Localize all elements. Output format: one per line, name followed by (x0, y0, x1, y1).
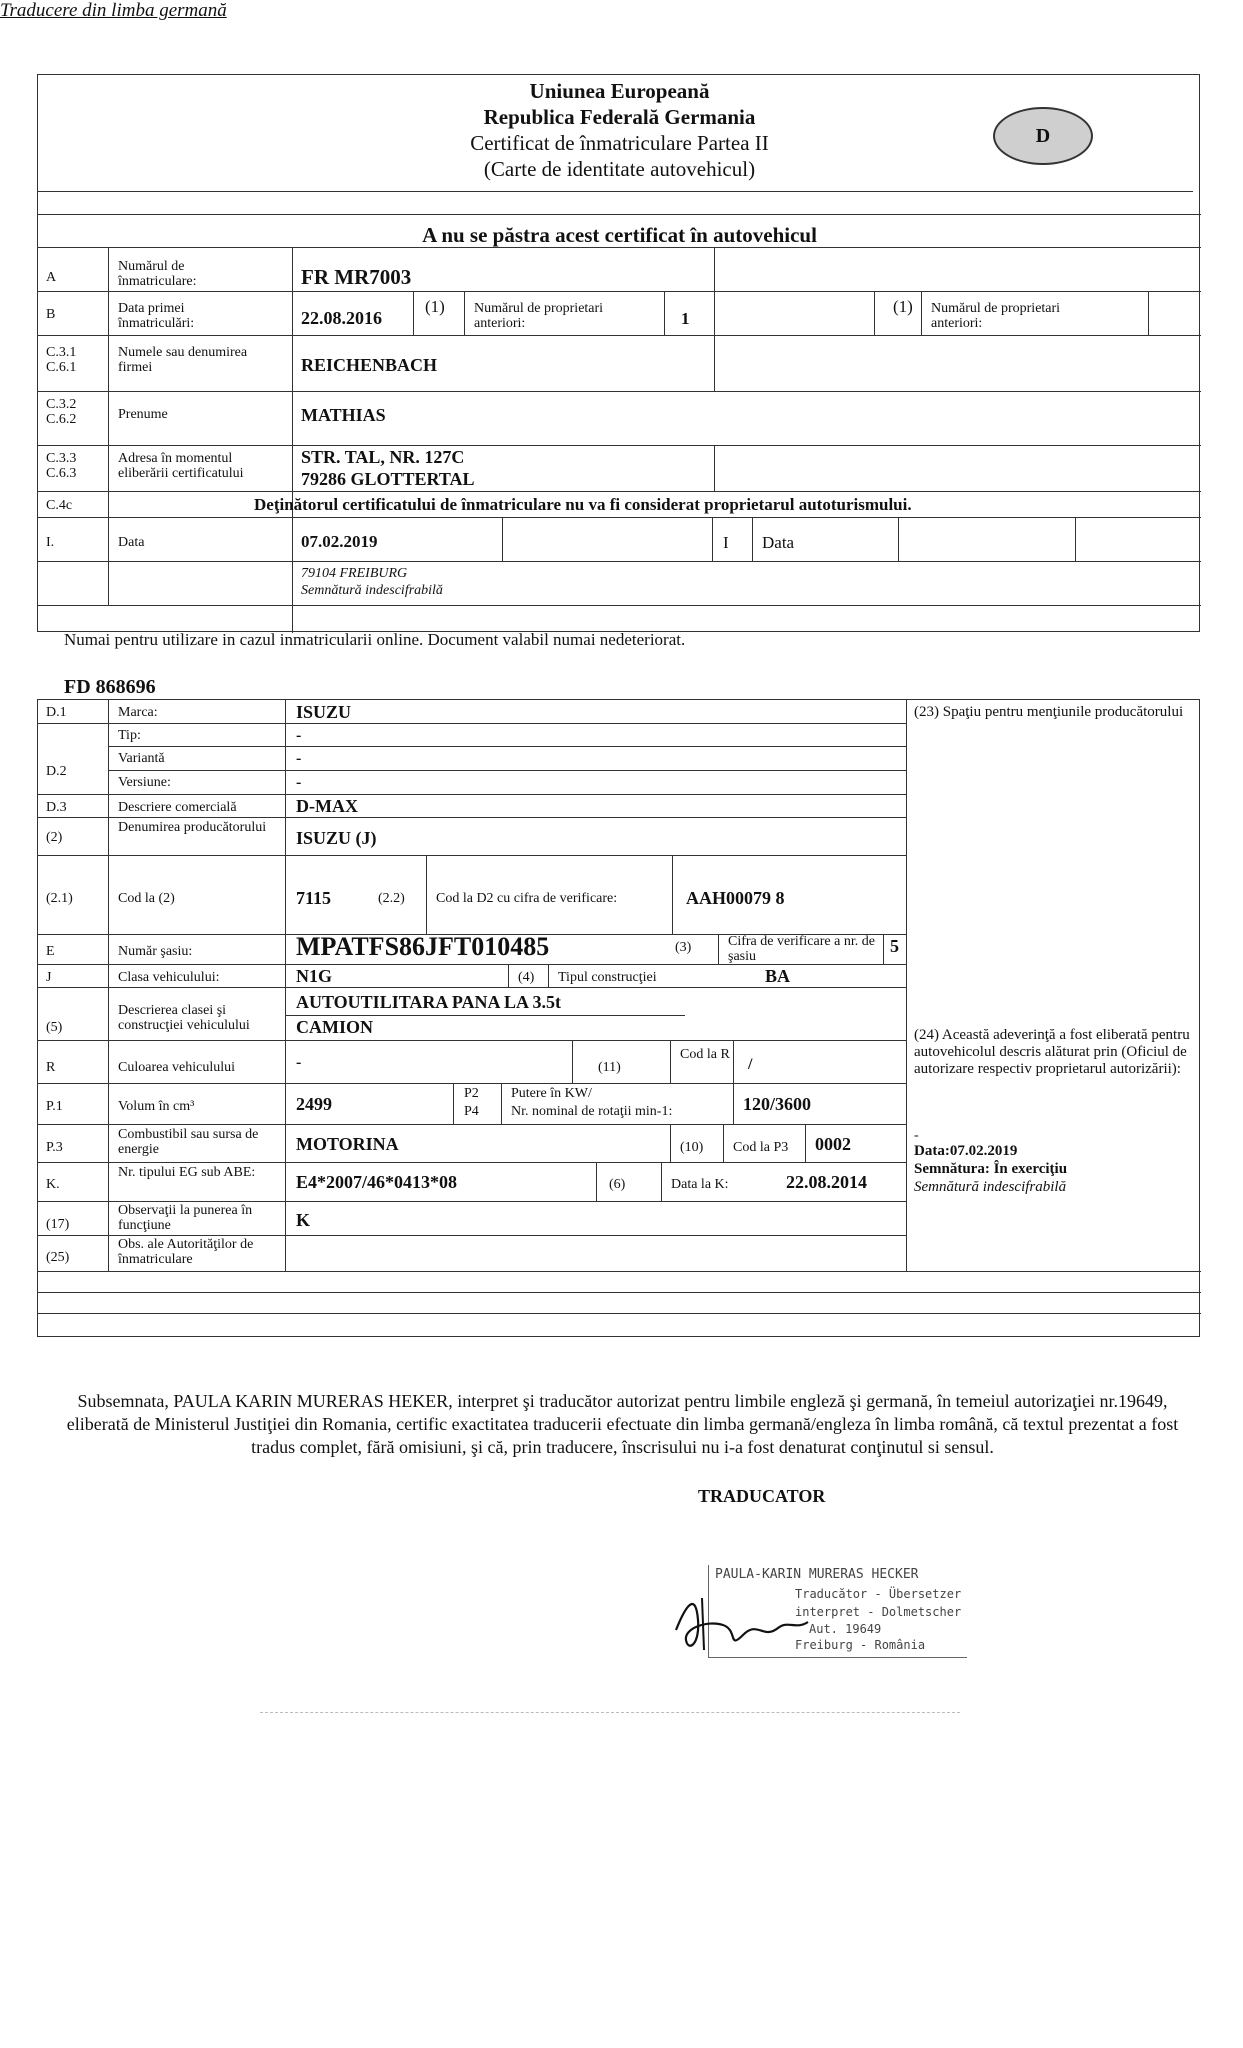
value-commissioning-remarks: K (296, 1210, 311, 1230)
label-fuel: Combustibil sau sursa de energie (118, 1127, 259, 1157)
value-type: - (296, 727, 302, 744)
value-address-line1: STR. TAL, NR. 127C (301, 447, 465, 467)
code-6: (6) (609, 1177, 626, 1192)
code-2-1: (2.1) (46, 891, 73, 906)
stamp-line-5: Freiburg - România (795, 1638, 926, 1652)
title-identity: (Carte de identitate autovehicul) (483, 157, 756, 181)
code-3: (3) (675, 940, 692, 955)
label-authority-remarks: Obs. ale Autorităţilor de înmatriculare (118, 1237, 254, 1267)
code-5: (5) (46, 1020, 63, 1035)
label-construction-type: Tipul construcţiei (558, 970, 657, 985)
document-number: FD 868696 (64, 676, 156, 698)
value-class-construction-line1: AUTOUTILITARA PANA LA 3.5t (296, 992, 562, 1012)
label-ec-type-number: Nr. tipului EG sub ABE: (118, 1165, 256, 1180)
translator-label: TRADUCATOR (698, 1486, 826, 1506)
note-1: (1) (425, 297, 445, 316)
issuer-location: 79104 FREIBURG (301, 566, 408, 581)
value-power-rpm: 120/3600 (743, 1094, 812, 1114)
code-p1: P.1 (46, 1099, 63, 1114)
code-4: (4) (518, 970, 535, 985)
label-vehicle-class: Clasa vehiculului: (118, 970, 220, 985)
value-code-p3: 0002 (815, 1134, 851, 1154)
online-use-footnote: Numai pentru utilizare in cazul inmatricularii online. Document valabil numai nedeteriorat. (64, 630, 686, 649)
right-dash: - (914, 1128, 919, 1143)
value-variant: - (296, 750, 302, 767)
label-previous-owners: Numărul de proprietari anteriori: (474, 301, 604, 331)
code-p4: P4 (464, 1104, 479, 1119)
label-code-r: Cod la R (680, 1047, 730, 1062)
right-signature: Semnătura: În exerciţiu (914, 1161, 1068, 1177)
label-first-name: Prenume (118, 407, 168, 422)
code-17: (17) (46, 1217, 70, 1232)
certificate-issued-note: (24) Această adeverinţă a fost eliberată pentru autovehicolul descris alăturat prin (Oficiul de autorizare respectiv proprietarul autorizării): (914, 1027, 1190, 1077)
label-version: Versiune: (118, 775, 171, 790)
label-date-k: Data la K: (671, 1177, 729, 1192)
code-c4c: C.4c (46, 498, 73, 513)
value-vin: MPATFS86JFT010485 (296, 932, 550, 961)
code-e: E (46, 944, 55, 959)
code-2-2: (2.2) (378, 891, 405, 906)
value-fuel: MOTORINA (296, 1134, 399, 1154)
title-certificate: Certificat de înmatriculare Partea II (470, 131, 769, 155)
code-c31: C.3.1 C.6.1 (46, 345, 77, 375)
label-registration-number: Numărul de înmatriculare: (118, 259, 197, 289)
label-address: Adresa în momentul eliberării certificatului (118, 451, 244, 481)
label-rpm: Nr. nominal de rotaţii min-1: (511, 1104, 673, 1119)
code-d2: D.2 (46, 764, 67, 779)
translation-note: Traducere din limba germană (0, 0, 227, 21)
code-c33: C.3.3 C.6.3 (46, 451, 77, 481)
value-construction-type: BA (765, 966, 791, 986)
value-date-k: 22.08.2014 (786, 1172, 867, 1192)
value-code-d2: AAH00079 8 (686, 888, 785, 908)
signature-stroke (676, 1604, 808, 1646)
registration-part-b (37, 699, 1200, 1337)
value-vehicle-class: N1G (296, 966, 332, 986)
issuer-signature-note: Semnătură indescifrabilă (301, 583, 443, 598)
scan-divider (260, 1712, 960, 1713)
label-displacement: Volum în cm³ (118, 1099, 195, 1114)
value-first-registration: 22.08.2016 (301, 308, 382, 328)
label-code-2: Cod la (2) (118, 891, 175, 906)
value-class-construction-line2: CAMION (296, 1017, 373, 1037)
text-holder-not-owner: Deţinătorul certificatului de înmatriculare nu va fi considerat proprietarul autoturismului. (254, 495, 912, 514)
code-p2: P2 (464, 1086, 479, 1101)
value-commercial-description: D-MAX (296, 796, 358, 816)
value-manufacturer: ISUZU (J) (296, 828, 377, 848)
label-vin: Număr şasiu: (118, 944, 193, 959)
label-date: Data (118, 535, 145, 550)
translator-signature (668, 1590, 828, 1660)
label-variant: Variantă (118, 751, 165, 766)
value-code-r: / (748, 1056, 753, 1073)
value-color: - (296, 1054, 302, 1071)
signature-stroke-2 (702, 1598, 704, 1650)
label-code-d2: Cod la D2 cu cifra de verificare: (436, 891, 618, 906)
value-version: - (296, 774, 302, 791)
value-ec-type-number: E4*2007/46*0413*08 (296, 1172, 458, 1192)
label-commissioning-remarks: Observaţii la punerea în funcţiune (118, 1203, 253, 1233)
label-name-company: Numele sau denumirea firmei (118, 345, 248, 375)
label-power: Putere în KW/ (511, 1086, 592, 1101)
code-10: (10) (680, 1140, 704, 1155)
label-color: Culoarea vehiculului (118, 1060, 236, 1075)
label-vin-check: Cifra de verificare a nr. de şasiu (728, 934, 875, 964)
code-r: R (46, 1060, 56, 1075)
code-j: J (46, 970, 52, 985)
label-previous-owners-right: Numărul de proprietari anteriori: (931, 301, 1061, 331)
stamp-name: PAULA-KARIN MURERAS HECKER (715, 1567, 919, 1582)
value-name-company: REICHENBACH (301, 355, 438, 375)
code-b: B (46, 307, 56, 322)
stamp-line-4: Aut. 19649 (809, 1622, 882, 1636)
label-manufacturer: Denumirea producătorului (118, 820, 267, 835)
label-commercial-description: Descriere comercială (118, 800, 237, 815)
code-2: (2) (46, 830, 63, 845)
value-first-name: MATHIAS (301, 405, 386, 425)
value-displacement: 2499 (296, 1094, 332, 1114)
code-d3: D.3 (46, 800, 67, 815)
code-25: (25) (46, 1250, 70, 1265)
code-i-right: I (723, 533, 729, 552)
value-date: 07.02.2019 (301, 532, 378, 551)
manufacturer-notes-space: (23) Spaţiu pentru menţiunile producătorului (914, 704, 1184, 720)
value-address-line2: 79286 GLOTTERTAL (301, 469, 475, 489)
registration-part-a (37, 74, 1200, 632)
code-11: (11) (598, 1060, 621, 1075)
warning-text: A nu se păstra acest certificat în autovehicul (422, 223, 817, 247)
label-code-p3: Cod la P3 (733, 1140, 789, 1155)
code-p3: P.3 (46, 1140, 63, 1155)
title-eu: Uniunea Europeană (529, 79, 710, 103)
value-code-2: 7115 (296, 888, 332, 908)
translator-certification: Subsemnata, PAULA KARIN MURERAS HEKER, interpret şi traducător autorizat pentru limbile engleză şi germană, în temeiul autorizaţiei nr.19649, eliberată de Ministerul Justiţiei din Romania, certific exactitatea traducerii efectuate din limba germană/engleza în limba română, că textul prezentat a fost tradus complet, fără omisiuni, şi că, prin traducere, înscrisului nu i-a fost denaturat conţinutul si sensul. (66, 1391, 1179, 1457)
code-k: K. (46, 1177, 60, 1192)
label-date-right: Data (762, 533, 795, 552)
label-first-registration: Data primei înmatriculări: (118, 301, 195, 331)
code-c32: C.3.2 C.6.2 (46, 397, 77, 427)
right-date: Data:07.02.2019 (914, 1143, 1018, 1159)
title-germany: Republica Federală Germania (483, 105, 756, 129)
code-a: A (46, 270, 57, 285)
label-class-construction-description: Descrierea clasei şi construcţiei vehiculului (118, 1003, 250, 1033)
stamp-line-2: Traducător - Übersetzer (795, 1587, 962, 1601)
value-make: ISUZU (296, 702, 352, 722)
value-vin-check: 5 (890, 936, 899, 956)
label-type: Tip: (118, 728, 141, 743)
country-code-oval: D (993, 107, 1093, 165)
code-d1: D.1 (46, 705, 67, 720)
value-registration-number: FR MR7003 (301, 265, 412, 289)
label-make: Marca: (118, 705, 158, 720)
right-signature-note: Semnătură indescifrabilă (914, 1179, 1067, 1195)
value-previous-owners: 1 (681, 309, 690, 328)
code-i: I. (46, 535, 55, 550)
note-1-right: (1) (893, 297, 913, 316)
stamp-line-3: interpret - Dolmetscher (795, 1605, 962, 1619)
